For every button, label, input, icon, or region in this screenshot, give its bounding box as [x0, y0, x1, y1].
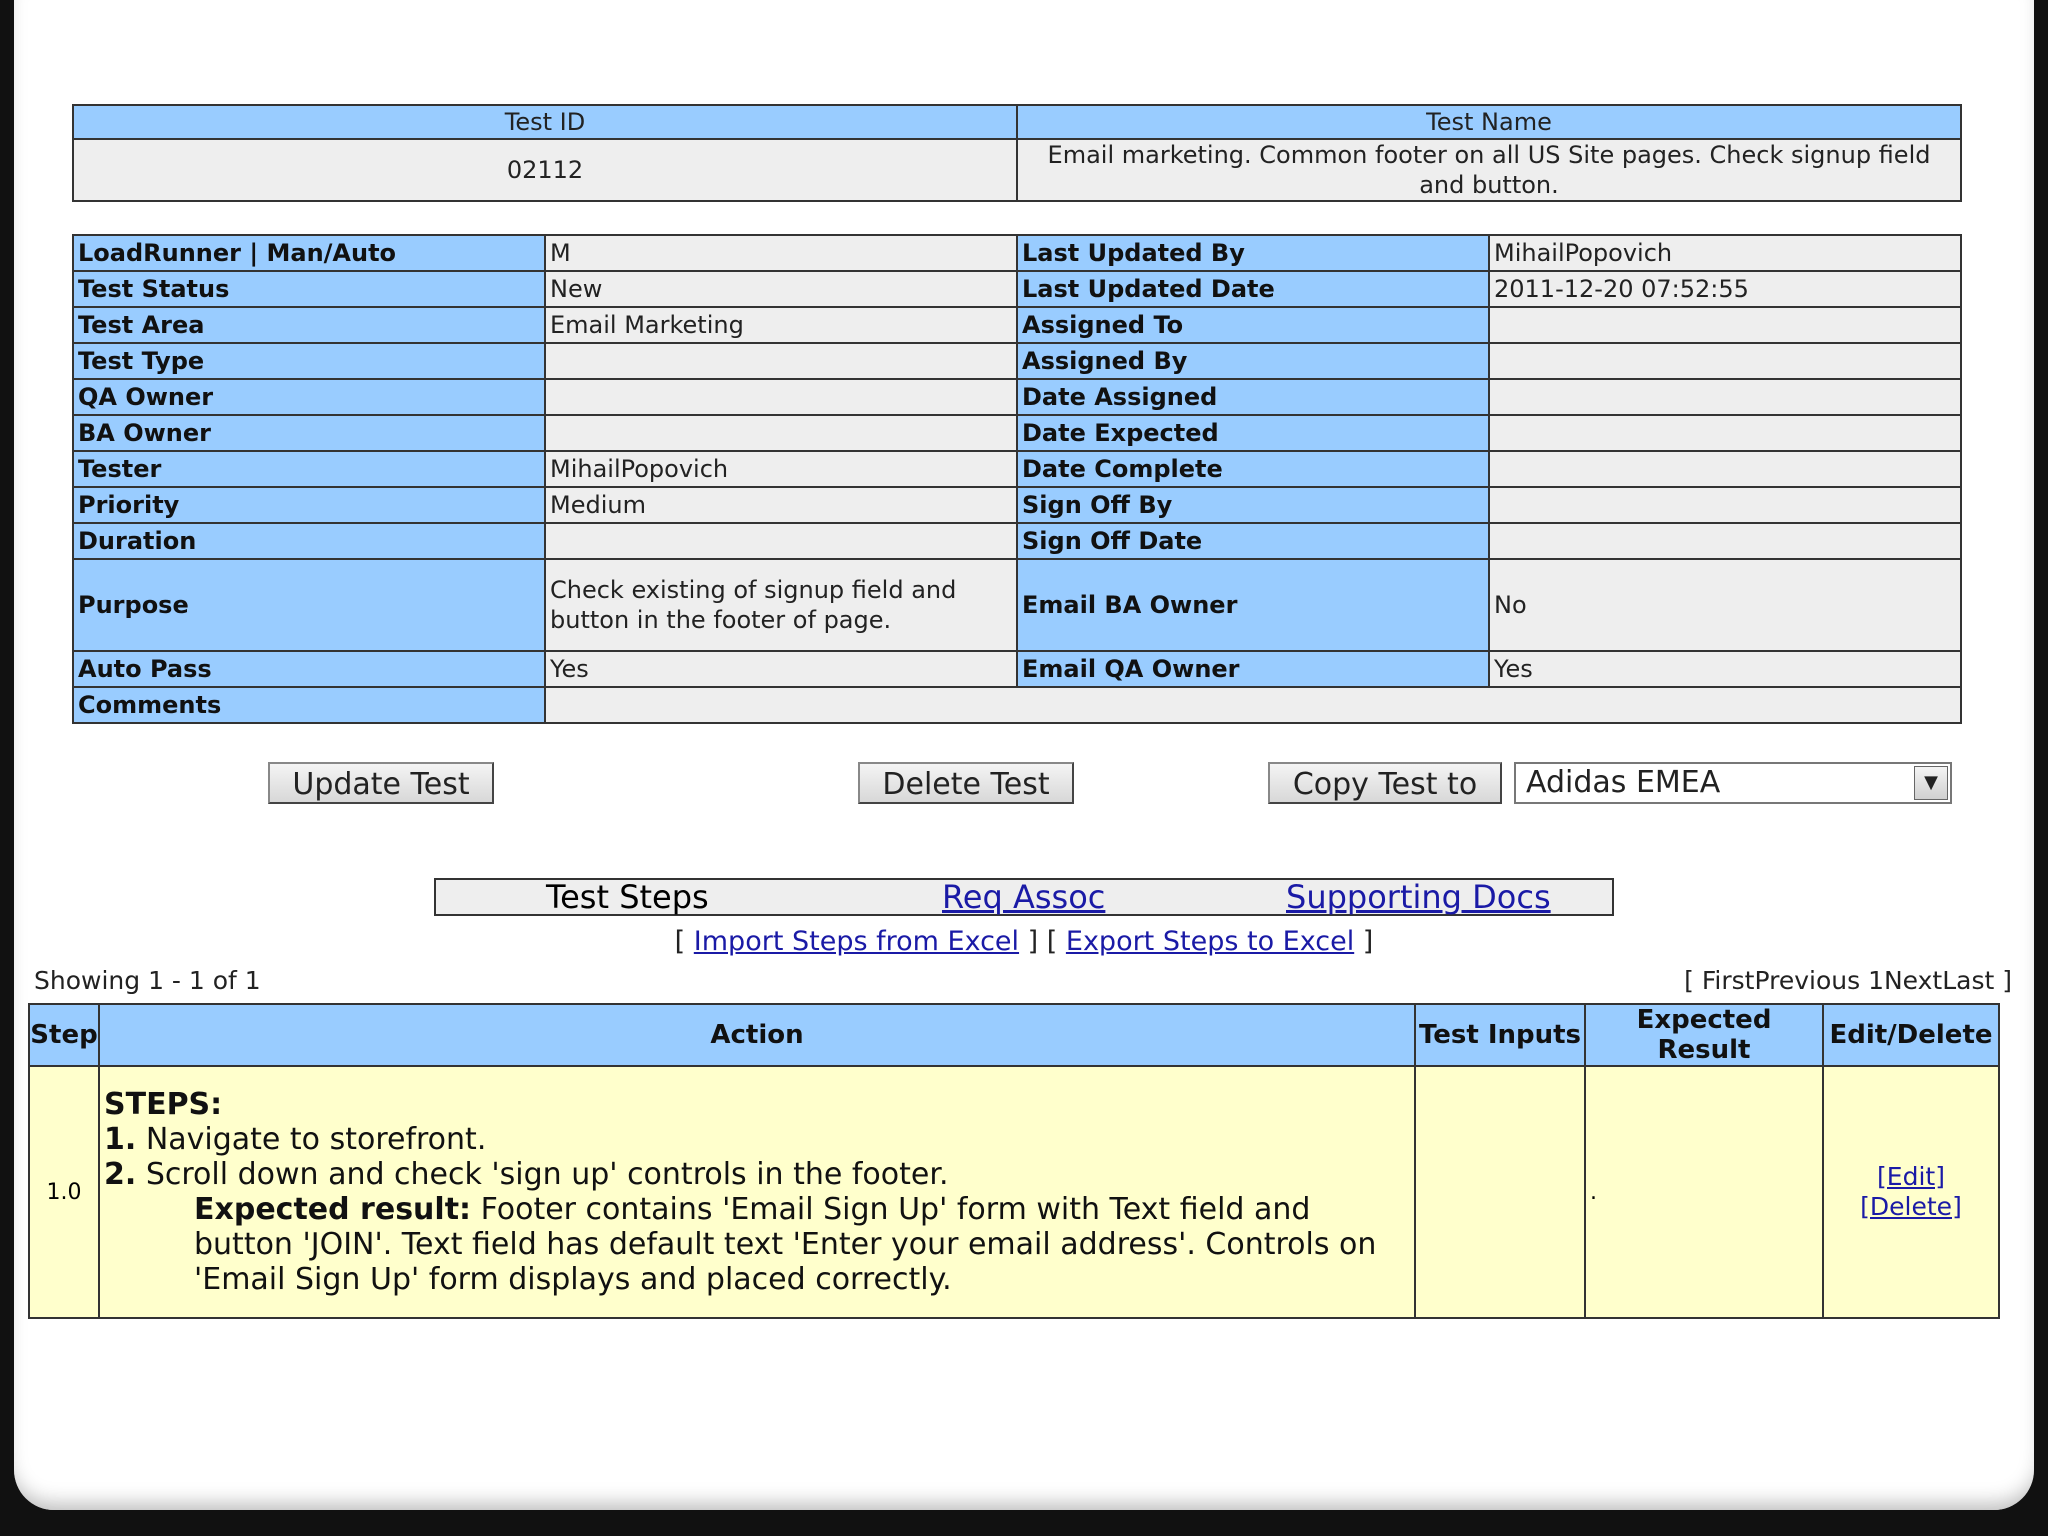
info-value: [1489, 343, 1961, 379]
test-id-header: Test ID: [73, 105, 1017, 139]
action-header: Action: [99, 1004, 1415, 1066]
update-test-button[interactable]: Update Test: [268, 762, 494, 804]
tab-supporting-docs[interactable]: Supporting Docs: [1286, 878, 1551, 916]
info-value: MihailPopovich: [1489, 235, 1961, 271]
expected-header: Expected Result: [1585, 1004, 1823, 1066]
step-action: [99, 1066, 1415, 1318]
test-name-value: Email marketing. Common footer on all US Site pages. Check signup field and button.: [1017, 139, 1961, 201]
info-value: [1489, 415, 1961, 451]
info-label: QA Owner: [73, 379, 545, 415]
test-id-value: 02112: [73, 139, 1017, 201]
info-label: Priority: [73, 487, 545, 523]
info-value: [1489, 487, 1961, 523]
copy-test-button[interactable]: Copy Test to: [1268, 762, 1502, 804]
expected-text: Footer contains 'Email Sign Up' form with Text field and button 'JOIN'. Text field has default text 'Enter your email address'. Controls on 'Email Sign Up' form displays and placed correctly.: [194, 1192, 1377, 1297]
info-label: Date Complete: [1017, 451, 1489, 487]
step-1-text: Navigate to storefront.: [136, 1122, 487, 1157]
edit-delete-cell: [1823, 1066, 1999, 1318]
info-label: Tester: [73, 451, 545, 487]
step-number: 1.0: [29, 1066, 99, 1318]
info-value: M: [545, 235, 1017, 271]
info-label: Duration: [73, 523, 545, 559]
inputs-header: Test Inputs: [1415, 1004, 1585, 1066]
delete-link[interactable]: [Delete]: [1860, 1192, 1962, 1221]
export-excel-link[interactable]: Export Steps to Excel: [1065, 926, 1355, 957]
info-value: No: [1489, 559, 1961, 651]
excel-links: [ Import Steps from Excel ] [ Export Steps to Excel ]: [674, 926, 1374, 957]
info-row: [73, 271, 1961, 307]
comments-label: Comments: [73, 687, 545, 723]
info-value: [1489, 307, 1961, 343]
test-inputs-cell: [1415, 1066, 1585, 1318]
info-row: [73, 415, 1961, 451]
info-value: Medium: [545, 487, 1017, 523]
step-2-number: 2.: [104, 1157, 137, 1192]
info-label: Last Updated Date: [1017, 271, 1489, 307]
copy-target-select[interactable]: [1514, 762, 1952, 804]
test-header-table: [72, 104, 1962, 202]
info-value: [1489, 379, 1961, 415]
info-label: Test Area: [73, 307, 545, 343]
test-info-table: [72, 234, 1962, 724]
info-value: [1489, 451, 1961, 487]
tab-req-assoc[interactable]: Req Assoc: [942, 878, 1106, 916]
info-value: MihailPopovich: [545, 451, 1017, 487]
steps-table: [28, 1003, 2000, 1319]
info-value: [545, 379, 1017, 415]
chevron-down-icon[interactable]: ▼: [1914, 766, 1948, 800]
info-row: [73, 523, 1961, 559]
pager-page[interactable]: 1: [1868, 966, 1884, 995]
info-value: Check existing of signup field and button in the footer of page.: [545, 559, 1017, 651]
info-value: [545, 415, 1017, 451]
pager-last[interactable]: Last: [1942, 966, 1995, 995]
slide-frame: [14, 0, 2034, 1510]
info-label: BA Owner: [73, 415, 545, 451]
info-value: Yes: [1489, 651, 1961, 687]
info-row: [73, 687, 1961, 723]
info-value: New: [545, 271, 1017, 307]
import-excel-link[interactable]: Import Steps from Excel: [693, 926, 1020, 957]
tab-test-steps[interactable]: Test Steps: [546, 878, 709, 916]
test-tabs: [434, 878, 1614, 916]
pager-first[interactable]: First: [1701, 966, 1755, 995]
info-row: [73, 379, 1961, 415]
info-label: Purpose: [73, 559, 545, 651]
expected-label: Expected result:: [194, 1192, 472, 1227]
pager-next[interactable]: Next: [1883, 966, 1943, 995]
info-value: Email Marketing: [545, 307, 1017, 343]
info-row: [73, 343, 1961, 379]
copy-target-value: Adidas EMEA: [1526, 765, 1721, 800]
info-label: Last Updated By: [1017, 235, 1489, 271]
info-row: [73, 651, 1961, 687]
steps-heading: STEPS:: [104, 1087, 223, 1122]
info-row: [73, 559, 1961, 651]
info-row: [73, 487, 1961, 523]
comments-value: [545, 687, 1961, 723]
info-label: Auto Pass: [73, 651, 545, 687]
info-value: [545, 343, 1017, 379]
info-label: Sign Off By: [1017, 487, 1489, 523]
info-label: Assigned To: [1017, 307, 1489, 343]
info-label: Email QA Owner: [1017, 651, 1489, 687]
info-label: LoadRunner | Man/Auto: [73, 235, 545, 271]
table-row: [29, 1066, 1999, 1318]
pager-previous[interactable]: Previous: [1754, 966, 1861, 995]
step-2-text: Scroll down and check 'sign up' controls in the footer.: [136, 1157, 949, 1192]
info-row: [73, 451, 1961, 487]
info-label: Test Status: [73, 271, 545, 307]
expected-result-cell: .: [1585, 1066, 1823, 1318]
info-label: Assigned By: [1017, 343, 1489, 379]
test-name-header: Test Name: [1017, 105, 1961, 139]
info-label: Sign Off Date: [1017, 523, 1489, 559]
info-value: Yes: [545, 651, 1017, 687]
info-label: Date Assigned: [1017, 379, 1489, 415]
editdel-header: Edit/Delete: [1823, 1004, 1999, 1066]
info-row: [73, 307, 1961, 343]
info-value: 2011-12-20 07:52:55: [1489, 271, 1961, 307]
step-header: Step: [29, 1004, 99, 1066]
info-row: [73, 235, 1961, 271]
edit-link[interactable]: [Edit]: [1877, 1162, 1945, 1191]
info-value: [1489, 523, 1961, 559]
info-value: [545, 523, 1017, 559]
info-label: Email BA Owner: [1017, 559, 1489, 651]
showing-count: Showing 1 - 1 of 1: [34, 966, 261, 995]
info-label: Test Type: [73, 343, 545, 379]
delete-test-button[interactable]: Delete Test: [858, 762, 1074, 804]
pagination: [ FirstPrevious 1NextLast ]: [1684, 966, 2012, 995]
step-1-number: 1.: [104, 1122, 137, 1157]
info-label: Date Expected: [1017, 415, 1489, 451]
